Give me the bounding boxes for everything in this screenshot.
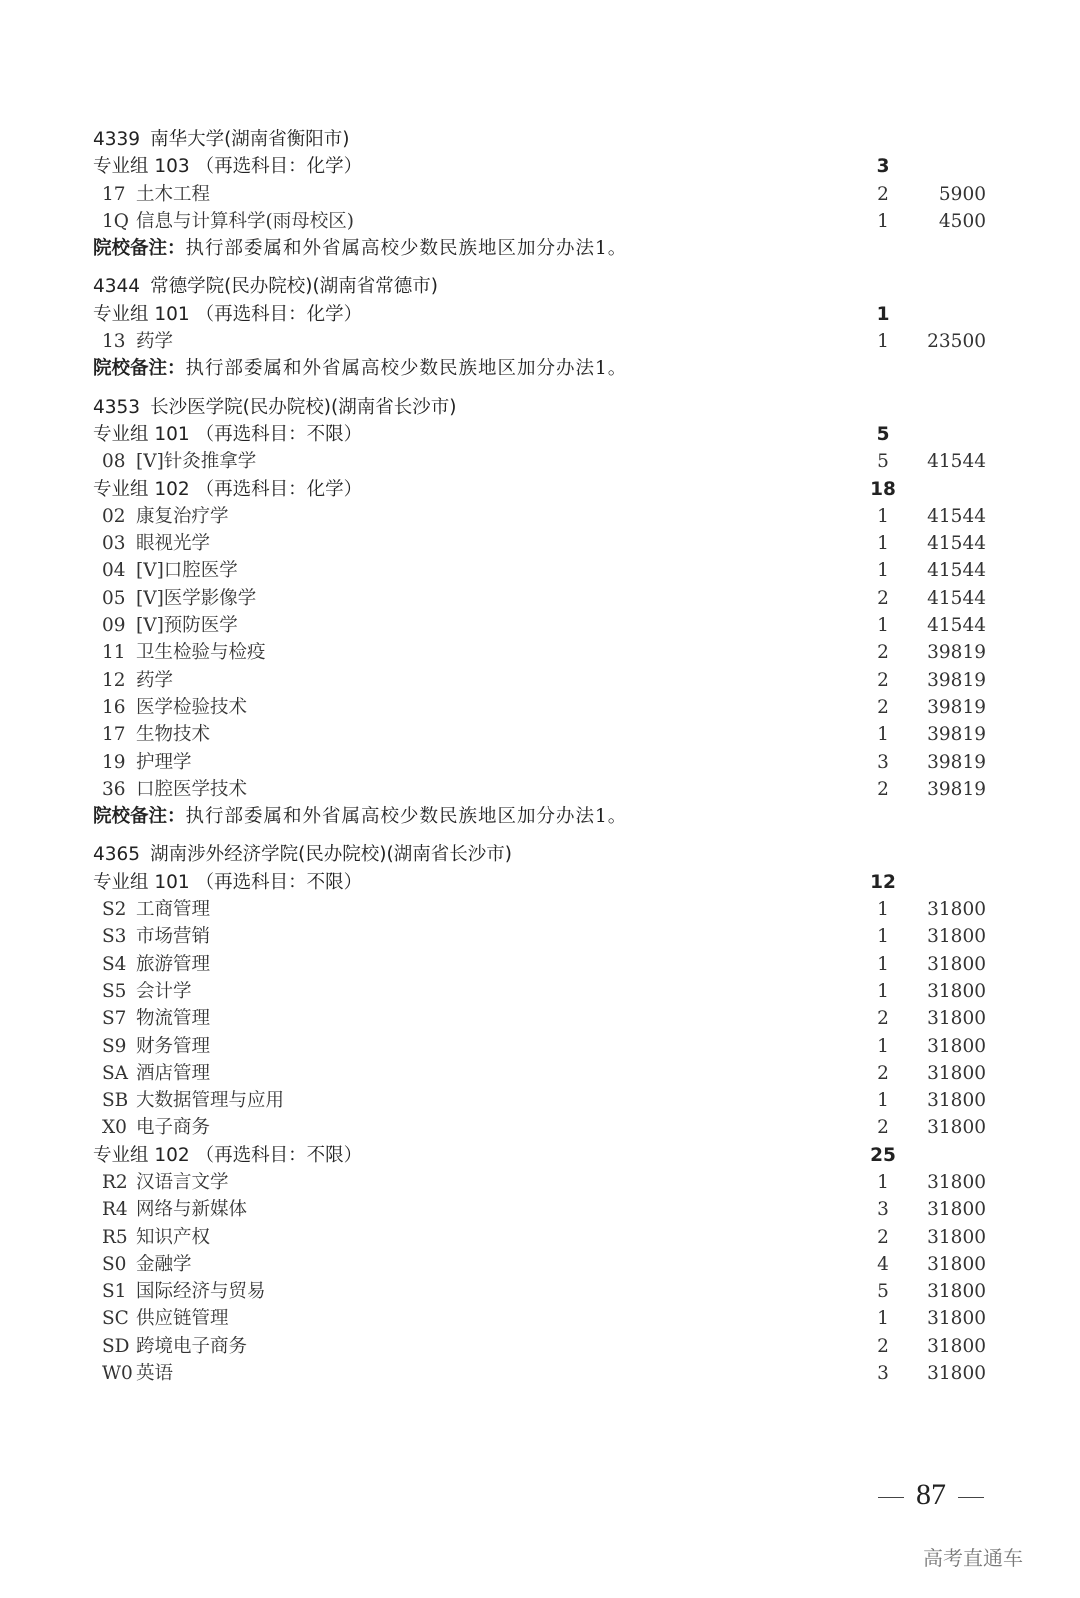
major-name: 护理学 bbox=[136, 751, 192, 773]
major-code: 1Q bbox=[102, 210, 129, 232]
major-code: 02 bbox=[102, 505, 126, 527]
school-note bbox=[93, 355, 993, 382]
major-name: 旅游管理 bbox=[136, 953, 211, 975]
major-name: 土木工程 bbox=[136, 183, 211, 205]
major-row bbox=[93, 557, 993, 584]
school-header bbox=[93, 126, 993, 153]
group-plan-count: 1 bbox=[876, 303, 890, 325]
major-code: S7 bbox=[102, 1008, 127, 1030]
major-plan-count: 1 bbox=[877, 615, 889, 637]
major-name: 信息与计算科学(雨母校区) bbox=[136, 210, 354, 232]
group-plan-count: 12 bbox=[870, 871, 896, 893]
major-row bbox=[93, 694, 993, 721]
school-code: 4344 bbox=[93, 276, 141, 298]
major-plan-count: 1 bbox=[877, 1171, 889, 1193]
major-plan-count: 1 bbox=[877, 331, 889, 353]
major-group-header bbox=[93, 869, 993, 896]
note-text: 执行部委属和外省属高校少数民族地区加分办法1。 bbox=[185, 238, 628, 260]
major-name: 会计学 bbox=[136, 980, 192, 1002]
major-plan-count: 2 bbox=[877, 1335, 889, 1357]
major-name: [V]医学影像学 bbox=[136, 587, 257, 609]
major-group-header bbox=[93, 301, 993, 328]
major-name: 大数据管理与应用 bbox=[136, 1090, 285, 1112]
major-code: R2 bbox=[102, 1171, 128, 1193]
major-name: 财务管理 bbox=[136, 1035, 211, 1057]
major-tuition: 39819 bbox=[927, 669, 986, 691]
major-tuition: 39819 bbox=[927, 724, 986, 746]
major-name: 金融学 bbox=[136, 1253, 192, 1275]
page-number bbox=[866, 1478, 996, 1512]
major-tuition: 31800 bbox=[927, 1117, 986, 1139]
major-row bbox=[93, 328, 993, 355]
major-name: 酒店管理 bbox=[136, 1062, 211, 1084]
school-header bbox=[93, 273, 993, 300]
school-code: 4365 bbox=[93, 844, 141, 866]
group-label: 专业组 101 （再选科目：不限） bbox=[93, 423, 363, 445]
major-name: 电子商务 bbox=[136, 1117, 211, 1139]
dash-right bbox=[958, 1497, 984, 1498]
major-row bbox=[93, 721, 993, 748]
major-tuition: 39819 bbox=[927, 778, 986, 800]
major-code: R4 bbox=[102, 1199, 128, 1221]
major-row bbox=[93, 749, 993, 776]
major-row bbox=[93, 181, 993, 208]
major-name: 物流管理 bbox=[136, 1008, 211, 1030]
major-row bbox=[93, 1196, 993, 1223]
major-tuition: 31800 bbox=[927, 1281, 986, 1303]
group-label: 专业组 101 （再选科目：化学） bbox=[93, 303, 363, 325]
major-code: 12 bbox=[102, 669, 126, 691]
major-code: 19 bbox=[102, 751, 126, 773]
major-row bbox=[93, 1251, 993, 1278]
major-group-header bbox=[93, 1142, 993, 1169]
major-row bbox=[93, 448, 993, 475]
major-name: 知识产权 bbox=[136, 1226, 211, 1248]
major-row bbox=[93, 1005, 993, 1032]
group-plan-count: 5 bbox=[876, 423, 890, 445]
major-plan-count: 2 bbox=[877, 1062, 889, 1084]
major-plan-count: 1 bbox=[877, 505, 889, 527]
major-plan-count: 1 bbox=[877, 210, 889, 232]
major-name: 药学 bbox=[136, 331, 174, 353]
admission-plan-list bbox=[93, 126, 993, 1387]
major-row bbox=[93, 1169, 993, 1196]
major-tuition: 41544 bbox=[927, 533, 986, 555]
group-label: 专业组 102 （再选科目：化学） bbox=[93, 478, 363, 500]
major-tuition: 39819 bbox=[927, 642, 986, 664]
major-row bbox=[93, 612, 993, 639]
school-note bbox=[93, 803, 993, 830]
major-code: SC bbox=[102, 1308, 129, 1330]
major-name: 康复治疗学 bbox=[136, 505, 229, 527]
major-code: 17 bbox=[102, 724, 126, 746]
major-name: 跨境电子商务 bbox=[136, 1335, 248, 1357]
major-tuition: 31800 bbox=[927, 1171, 986, 1193]
note-label: 院校备注： bbox=[93, 358, 186, 380]
major-plan-count: 2 bbox=[877, 587, 889, 609]
major-row bbox=[93, 1333, 993, 1360]
major-plan-count: 2 bbox=[877, 1117, 889, 1139]
major-tuition: 31800 bbox=[927, 1363, 986, 1385]
major-plan-count: 5 bbox=[877, 451, 889, 473]
major-code: 08 bbox=[102, 451, 126, 473]
major-code: 36 bbox=[102, 778, 126, 800]
major-code: S4 bbox=[102, 953, 127, 975]
watermark: 高考直通车 bbox=[923, 1546, 1023, 1570]
major-tuition: 41544 bbox=[927, 587, 986, 609]
major-name: 英语 bbox=[136, 1363, 174, 1385]
dash-left bbox=[878, 1497, 904, 1498]
major-tuition: 4500 bbox=[938, 210, 986, 232]
major-name: [V]口腔医学 bbox=[136, 560, 238, 582]
major-tuition: 23500 bbox=[927, 331, 986, 353]
major-name: 工商管理 bbox=[136, 899, 211, 921]
major-row bbox=[93, 1060, 993, 1087]
major-row bbox=[93, 585, 993, 612]
major-plan-count: 1 bbox=[877, 560, 889, 582]
major-code: 16 bbox=[102, 696, 126, 718]
note-text: 执行部委属和外省属高校少数民族地区加分办法1。 bbox=[185, 358, 628, 380]
major-plan-count: 2 bbox=[877, 669, 889, 691]
major-code: X0 bbox=[102, 1117, 127, 1139]
major-row bbox=[93, 951, 993, 978]
major-plan-count: 2 bbox=[877, 1226, 889, 1248]
major-plan-count: 1 bbox=[877, 1090, 889, 1112]
group-label: 专业组 101 （再选科目：不限） bbox=[93, 871, 363, 893]
major-plan-count: 1 bbox=[877, 953, 889, 975]
major-row bbox=[93, 923, 993, 950]
major-tuition: 31800 bbox=[927, 1335, 986, 1357]
major-group-header bbox=[93, 153, 993, 180]
note-text: 执行部委属和外省属高校少数民族地区加分办法1。 bbox=[185, 806, 628, 828]
school-name: 常德学院(民办院校)(湖南省常德市) bbox=[150, 276, 438, 298]
major-row bbox=[93, 1087, 993, 1114]
major-code: 03 bbox=[102, 533, 126, 555]
major-tuition: 31800 bbox=[927, 1008, 986, 1030]
major-name: 汉语言文学 bbox=[136, 1171, 229, 1193]
major-name: [V]预防医学 bbox=[136, 615, 238, 637]
major-tuition: 39819 bbox=[927, 696, 986, 718]
major-name: 口腔医学技术 bbox=[136, 778, 248, 800]
major-code: S0 bbox=[102, 1253, 127, 1275]
group-label: 专业组 102 （再选科目：不限） bbox=[93, 1144, 363, 1166]
school-header bbox=[93, 841, 993, 868]
major-name: [V]针灸推拿学 bbox=[136, 451, 257, 473]
major-group-header bbox=[93, 476, 993, 503]
major-plan-count: 1 bbox=[877, 1035, 889, 1057]
major-plan-count: 2 bbox=[877, 696, 889, 718]
major-code: S3 bbox=[102, 926, 127, 948]
major-tuition: 41544 bbox=[927, 505, 986, 527]
group-plan-count: 18 bbox=[870, 478, 896, 500]
major-row bbox=[93, 896, 993, 923]
major-code: R5 bbox=[102, 1226, 128, 1248]
major-code: 13 bbox=[102, 331, 126, 353]
major-tuition: 39819 bbox=[927, 751, 986, 773]
major-code: W0 bbox=[102, 1363, 133, 1385]
major-name: 供应链管理 bbox=[136, 1308, 229, 1330]
group-plan-count: 3 bbox=[876, 156, 890, 178]
major-plan-count: 1 bbox=[877, 1308, 889, 1330]
major-name: 生物技术 bbox=[136, 724, 211, 746]
major-tuition: 41544 bbox=[927, 451, 986, 473]
major-tuition: 41544 bbox=[927, 615, 986, 637]
school-code: 4339 bbox=[93, 129, 141, 150]
major-row bbox=[93, 1305, 993, 1332]
major-tuition: 31800 bbox=[927, 1090, 986, 1112]
major-tuition: 41544 bbox=[927, 560, 986, 582]
major-row bbox=[93, 1278, 993, 1305]
major-plan-count: 1 bbox=[877, 926, 889, 948]
major-code: 11 bbox=[102, 642, 126, 664]
major-plan-count: 3 bbox=[877, 1363, 889, 1385]
major-row bbox=[93, 639, 993, 666]
major-code: 05 bbox=[102, 587, 126, 609]
major-code: S2 bbox=[102, 899, 127, 921]
major-tuition: 31800 bbox=[927, 926, 986, 948]
major-row bbox=[93, 776, 993, 803]
school-note bbox=[93, 235, 993, 262]
major-code: S5 bbox=[102, 980, 127, 1002]
major-code: S9 bbox=[102, 1035, 127, 1057]
major-name: 药学 bbox=[136, 669, 174, 691]
major-tuition: 31800 bbox=[927, 953, 986, 975]
major-name: 卫生检验与检疫 bbox=[136, 642, 266, 664]
major-row bbox=[93, 530, 993, 557]
school-name: 湖南涉外经济学院(民办院校)(湖南省长沙市) bbox=[150, 844, 512, 866]
school-name: 南华大学(湖南省衡阳市) bbox=[150, 129, 350, 150]
major-row bbox=[93, 503, 993, 530]
school-code: 4353 bbox=[93, 396, 141, 418]
major-code: 09 bbox=[102, 615, 126, 637]
major-plan-count: 1 bbox=[877, 533, 889, 555]
major-plan-count: 2 bbox=[877, 183, 889, 205]
major-plan-count: 1 bbox=[877, 899, 889, 921]
major-tuition: 31800 bbox=[927, 1035, 986, 1057]
note-label: 院校备注： bbox=[93, 238, 186, 260]
major-plan-count: 3 bbox=[877, 751, 889, 773]
major-code: S1 bbox=[102, 1281, 127, 1303]
major-plan-count: 2 bbox=[877, 1008, 889, 1030]
major-name: 网络与新媒体 bbox=[136, 1199, 248, 1221]
major-tuition: 31800 bbox=[927, 1226, 986, 1248]
major-row bbox=[93, 1360, 993, 1387]
major-tuition: 31800 bbox=[927, 1308, 986, 1330]
major-row bbox=[93, 667, 993, 694]
major-tuition: 31800 bbox=[927, 1062, 986, 1084]
major-tuition: 31800 bbox=[927, 1253, 986, 1275]
major-row bbox=[93, 1114, 993, 1141]
major-tuition: 5900 bbox=[938, 183, 986, 205]
major-plan-count: 4 bbox=[877, 1253, 889, 1275]
school-name: 长沙医学院(民办院校)(湖南省长沙市) bbox=[150, 396, 457, 418]
page-number-text: 87 bbox=[916, 1478, 946, 1511]
major-name: 医学检验技术 bbox=[136, 696, 248, 718]
major-code: SB bbox=[102, 1090, 129, 1112]
major-plan-count: 2 bbox=[877, 778, 889, 800]
major-code: 17 bbox=[102, 183, 126, 205]
major-tuition: 31800 bbox=[927, 1199, 986, 1221]
major-name: 市场营销 bbox=[136, 926, 211, 948]
major-group-header bbox=[93, 421, 993, 448]
major-plan-count: 1 bbox=[877, 980, 889, 1002]
major-plan-count: 5 bbox=[877, 1281, 889, 1303]
major-row bbox=[93, 1224, 993, 1251]
major-tuition: 31800 bbox=[927, 899, 986, 921]
major-plan-count: 1 bbox=[877, 724, 889, 746]
major-row bbox=[93, 978, 993, 1005]
major-tuition: 31800 bbox=[927, 980, 986, 1002]
group-label: 专业组 103 （再选科目：化学） bbox=[93, 156, 363, 178]
group-plan-count: 25 bbox=[870, 1144, 896, 1166]
major-plan-count: 2 bbox=[877, 642, 889, 664]
major-row bbox=[93, 208, 993, 235]
major-row bbox=[93, 1033, 993, 1060]
note-label: 院校备注： bbox=[93, 806, 186, 828]
major-code: SD bbox=[102, 1335, 130, 1357]
school-header bbox=[93, 394, 993, 421]
major-name: 眼视光学 bbox=[136, 533, 211, 555]
major-code: 04 bbox=[102, 560, 126, 582]
major-plan-count: 3 bbox=[877, 1199, 889, 1221]
major-code: SA bbox=[102, 1062, 129, 1084]
major-name: 国际经济与贸易 bbox=[136, 1281, 266, 1303]
